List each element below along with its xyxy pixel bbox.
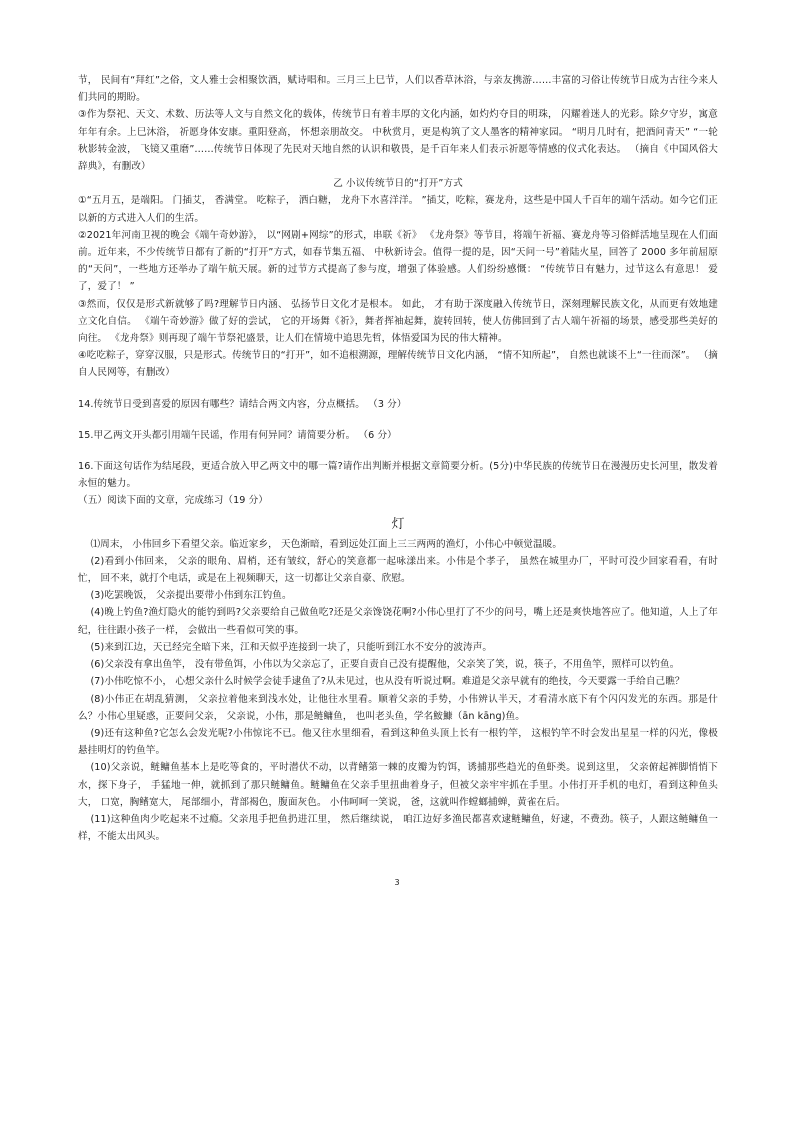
passage-b-para: ④吃吃粽子，穿穿汉服，只是形式。传统节日的“打开”，如不追根溯源，理解传统节日文化内涵， “情不知所起”， 自然也就谈不上“一往而深”。 （摘自人民网等，有删改） [78, 350, 718, 379]
page-number: 3 [394, 878, 400, 887]
question-14: 14.传统节日受到喜爱的原因有哪些？请结合两文内容，分点概括。 （3 分） [78, 398, 407, 410]
passage-b-title: 乙 小议传统节日的“打开”方式 [333, 178, 463, 190]
passage-b-para: ③然而，仅仅是形式新就够了吗?理解节日内涵、 弘扬节日文化才是根本。 如此， 才有助于深度融入传统节日，深刻理解民族文化，从而更有效地建立文化自信。 《端午奇妙游》做了好的尝试， 它的开场舞《祈》，舞者挥袖起舞，旋转回转，使人仿佛回到了古人端午祈福的场景，感受那些美好的向往。 《龙舟祭》则再现了端午节祭祀盛景，让人们在情境中追思先哲，体悟爱国为民的伟大精神。 [78, 298, 718, 345]
story-para: (2)看到小伟回来， 父亲的眼角、眉梢，还有皱纹，舒心的笑意都一起咏漾出来。小伟是个孝子， 虽然在城里办厂，平时可没少回家看看，有时忙， 回不来，就打个电话，或是在上视频聊天，这一切都让父亲自豪、欣慰。 [78, 555, 718, 585]
story-para: (7)小伟吃惊不小， 心想父亲什么时候学会徒手逮鱼了?从未见过，也从没有听说过啊。难道是父亲早就有的绝技，今天要露一手给自己瞧？ [90, 676, 685, 688]
story-title: 灯 [391, 516, 405, 532]
passage-a-para: 节， 民间有“拜红”之俗，文人雅士会相聚饮酒，赋诗唱和。三月三上巳节，人们以香草沐浴，与亲友携游……丰富的习俗让传统节日成为古往今来人们共同的期盼。 [78, 75, 718, 104]
passage-b-para: ①“五月五，是端阳。 门插艾， 香满堂。 吃粽子， 洒白糖， 龙舟下水喜洋洋。 ”插艾，吃粽，赛龙舟，这些是中国人千百年的端午活动。如今它们正以新的方式进入人们的生活。 [78, 195, 718, 224]
story-para: (11)这种鱼肉少吃起来不过瘾。父亲甩手把鱼扔进江里， 然后继续说， 咱江边好多渔民都喜欢逮鲢鳙鱼，好逮，不费劲。筷子，人跟这鲢鳙鱼一样，不能太出风头。 [78, 813, 718, 843]
story-para: (9)还有这种鱼?它怎么会发光呢?小伟惊诧不已。他又往水里细看，看到这种鱼头顶上长有一根钓竿， 这根钓竿不时会发出星星一样的闪光，像极悬挂明灯的钓鱼竿。 [78, 727, 718, 757]
exam-page-body [78, 72, 718, 845]
story-para: (6)父亲没有拿出鱼竿， 没有带鱼饵，小伟以为父亲忘了，正要自责自己没有提醒他，父亲笑了笑，说，筷子，不用鱼竿，照样可以钓鱼。 [90, 659, 680, 671]
passage-a-para: ③作为祭祀、天文、术数、历法等人文与自然文化的载体，传统节日有着丰厚的文化内涵，如灼灼夺目的明珠， 闪耀着迷人的光彩。除夕守岁，寓意年年有余。上巳沐浴， 祈愿身体安康。重阳登高， 怀想亲朋故交。 中秋赏月，更是构筑了文人墨客的精神家园。 “明月几时有，把酒问青天” “一轮秋影转金波， 飞镜又重磨”……传统节日体现了先民对天地自然的认识和敬畏，是千百年来人们表示祈愿等情感的仪式化表达。 （摘自《中国风俗大辞典》，有删改） [78, 109, 718, 173]
story-para: (8)小伟正在胡乱猜测， 父亲拉着他来到浅水处，让他往水里看。顺着父亲的手势，小伟辨认半天，才看清水底下有个闪闪发光的东西。那是什么？小伟心里疑惑，正要问父亲， 父亲说，小伟，那是鲢鳙鱼， 也叫老头鱼，学名鮟鱇（ān kāng)鱼。 [78, 693, 718, 722]
story-para: (4)晚上钓鱼?渔灯隐火的能钓到吗?父亲要给自己做鱼吃?还是父亲馋饶花啊?小伟心里打了不少的问号，嘴上还是爽快地答应了。他知道，人上了年纪，往往跟小孩子一样， 会做出一些看似可笑的事。 [78, 607, 718, 636]
question-15: 15.甲乙两文开头都引用端午民谣，作用有何异同？请简要分析。 （6 分） [78, 429, 397, 441]
story-para: ⑴周末， 小伟回乡下看望父亲。临近家乡， 天色渐暗，看到远处江面上三三两两的渔灯，小伟心中顿觉温暖。 [90, 538, 563, 550]
story-para: (5)来到江边，天已经完全暗下来，江和天似乎连接到一块了，只能听到江水不安分的波涛声。 [90, 641, 493, 653]
passage-b-para: ②2021年河南卫视的晚会《端午奇妙游》， 以“网剧+网综”的形式，串联《祈》 《龙舟祭》等节目，将端午祈福、赛龙舟等习俗鲜活地呈现在人们面前。近年来，不少传统节日都有了新的“打开”方式，如春节集五福、 中秋新诗会。值得一提的是，因“天问一号”着陆火星，回答了 2000 多年前屈原的“天问”，一些地方还举办了端午航天展。新的过节方式提高了参与度，增强了体验感。人们纷纷感慨： “传统节日有魅力，过节这么有意思！ 爱了，爱了！ ” [78, 229, 718, 293]
question-16: 16.下面这句话作为结尾段，更适合放入甲乙两文中的哪一篇?请作出判断并根据文章简要分析。(5分)中华民族的传统节日在漫漫历史长河里，散发着永恒的魅力。 [78, 461, 718, 490]
story-para: (3)吃罢晚饭， 父亲提出要带小伟到东江钓鱼。 [90, 590, 292, 602]
story-para: (10)父亲说，鲢鳙鱼基本上是吃等食的，平时潜伏不动，以背鳍第一棘的皮瓣为钓饵，诱捕那些趋光的鱼虾类。说到这里， 父亲俯起裤脚悄悄下水，探下身子， 手猛地一伸，就抓到了那只鲢鳙鱼。鲢鳙鱼在父亲手里扭曲着身子，但被父亲牢牢抓在手里。小伟打开手机的电灯，看到这种鱼头大， 口宽，胸鳍宽大， 尾部细小，背部褐色，腹面灰色。 小伟呵呵一笑说， 爸，这就叫作螳螂捕蝉，黄雀在后。 [78, 762, 718, 808]
section-5-heading: （五）阅读下面的文章，完成练习（19 分） [78, 495, 269, 507]
